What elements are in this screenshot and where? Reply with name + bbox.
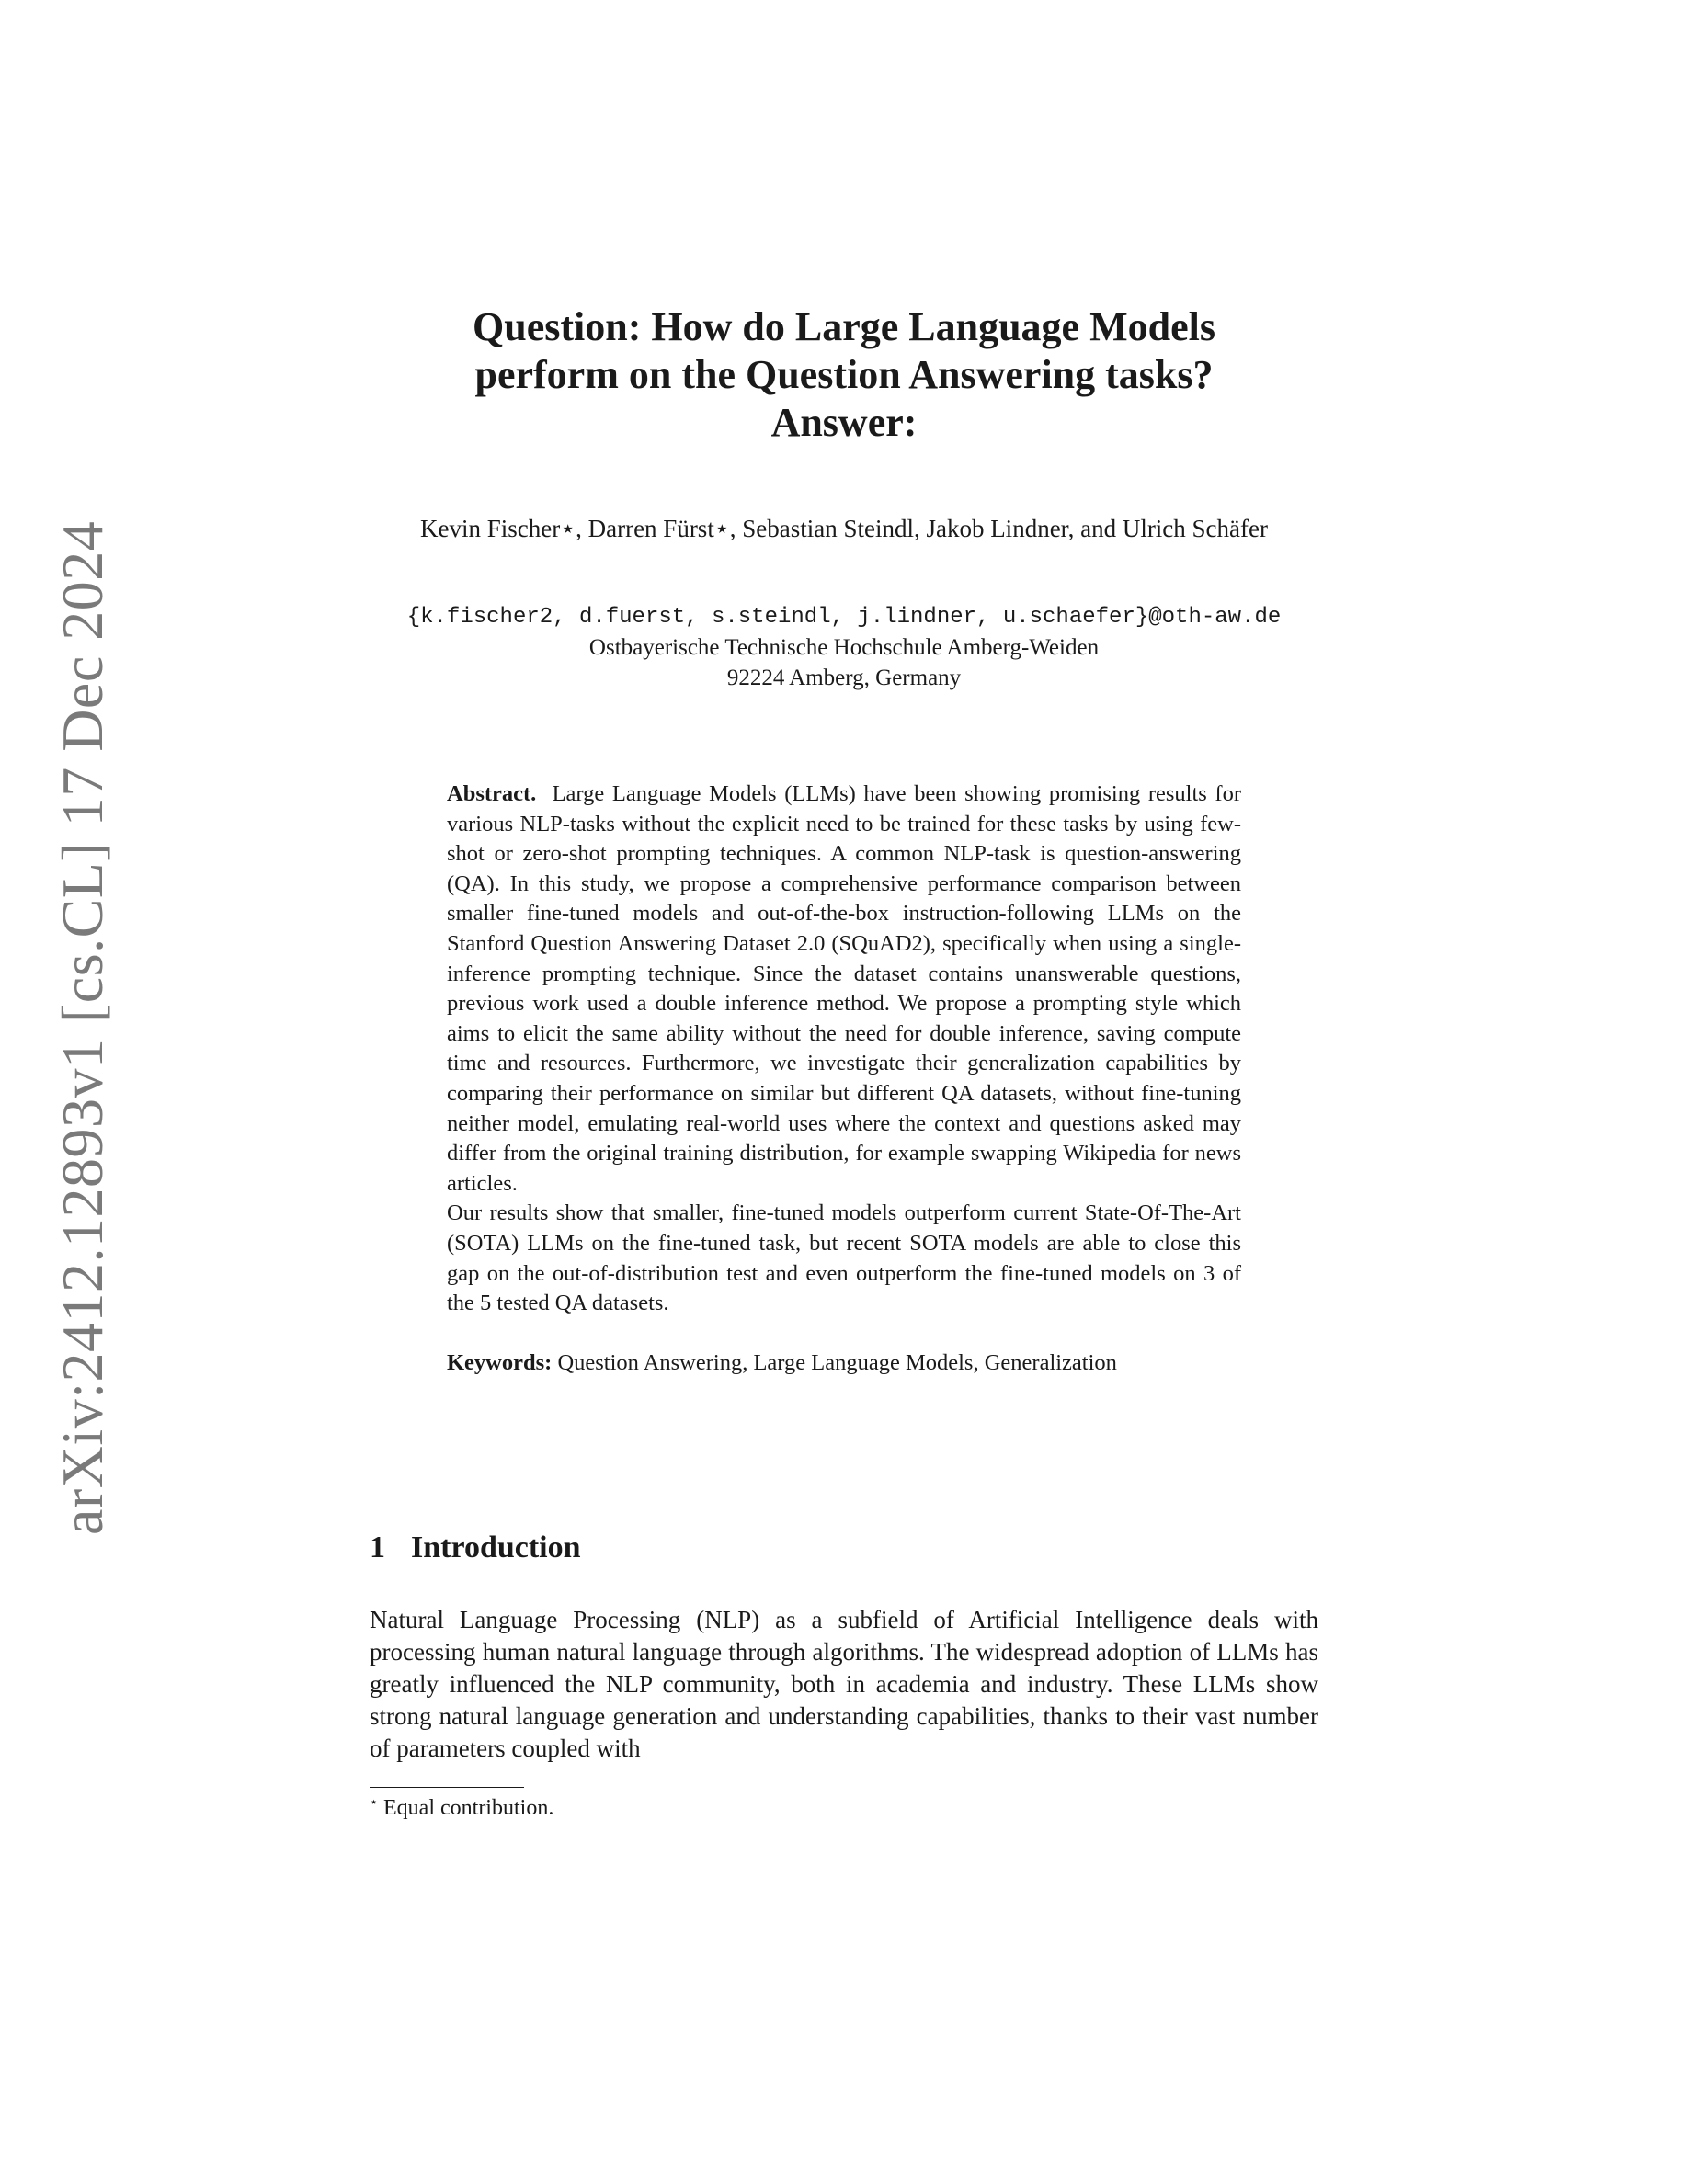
keywords-label: Keywords: xyxy=(447,1349,553,1375)
keywords xyxy=(447,1348,1241,1379)
title-line-3: Answer: xyxy=(770,400,918,445)
keywords-text: Question Answering, Large Language Models, Generalization xyxy=(557,1349,1117,1375)
introduction-paragraph: Natural Language Processing (NLP) as a subfield of Artificial Intelligence deals with processing human natural language through algorithms. The widespread adoption of LLMs has greatly influenced the NLP community, both in academia and industry. These LLMs show strong natural language generation and understanding capabilities, thanks to their vast number of parameters coupled with xyxy=(370,1606,1318,1762)
section-title: Introduction xyxy=(411,1530,581,1564)
author-emails: {k.fischer2, d.fuerst, s.steindl, j.lindner, u.schaefer}@oth-aw.de xyxy=(406,605,1282,630)
abstract-paragraph-2: Our results show that smaller, fine-tuned models outperform current State-Of-The-Art (SOTA) LLMs on the fine-tuned task, but recent SOTA models are able to close this gap on the out-of-distribution test and even outperform the fine-tuned models on 3 of the 5 tested QA datasets. xyxy=(447,1200,1241,1316)
abstract xyxy=(447,779,1241,1378)
abstract-text-1: Large Language Models (LLMs) have been showing promising results for various NLP-tasks without the explicit need to be trained for these tasks by using few-shot or zero-shot prompting techniques. A common NLP-task is question-answering (QA). In this study, we propose a comprehensive performance comparison between smaller fine-tuned models and out-of-the-box instruction-following LLMs on the Stanford Question Answering Dataset 2.0 (SQuAD2), specifically when using a single-inference prompting technique. Since the dataset contains unanswerable questions, previous work used a double inference method. We propose a prompting style which aims to elicit the same ability without the need for double inference, saving compute time and resources. Furthermore, we investigate their generalization capabilities by comparing their performance on similar but different QA datasets, without fine-tuning neither model, emulating real-world uses where the context and questions asked may differ from the original training distribution, for example swapping Wikipedia for news articles. xyxy=(447,781,1242,1196)
affiliation-block xyxy=(331,602,1357,693)
section-number: 1 xyxy=(370,1530,385,1564)
abstract-label: Abstract. xyxy=(447,781,537,806)
institution-address: 92224 Amberg, Germany xyxy=(726,665,962,690)
author-list: Kevin Fischer⋆, Darren Fürst⋆, Sebastian Steindl, Jakob Lindner, and Ulrich Schäfer xyxy=(419,515,1268,542)
title-line-1: Question: How do Large Language Models xyxy=(473,304,1215,349)
footnote-text: Equal contribution. xyxy=(383,1796,554,1820)
footnote-mark: ⋆ xyxy=(370,1795,379,1810)
footnote-rule xyxy=(370,1787,524,1788)
institution-name: Ostbayerische Technische Hochschule Amberg-Weiden xyxy=(588,635,1100,660)
introduction-body xyxy=(370,1604,1318,1765)
footnote xyxy=(370,1794,553,1822)
section-heading xyxy=(370,1530,581,1565)
abstract-paragraph-1 xyxy=(447,779,1241,1199)
paper-title xyxy=(331,303,1357,447)
title-line-2: perform on the Question Answering tasks? xyxy=(474,352,1214,397)
arxiv-identifier-stamp: arXiv:2412.12893v1 [cs.CL] 17 Dec 2024 xyxy=(50,520,115,1535)
